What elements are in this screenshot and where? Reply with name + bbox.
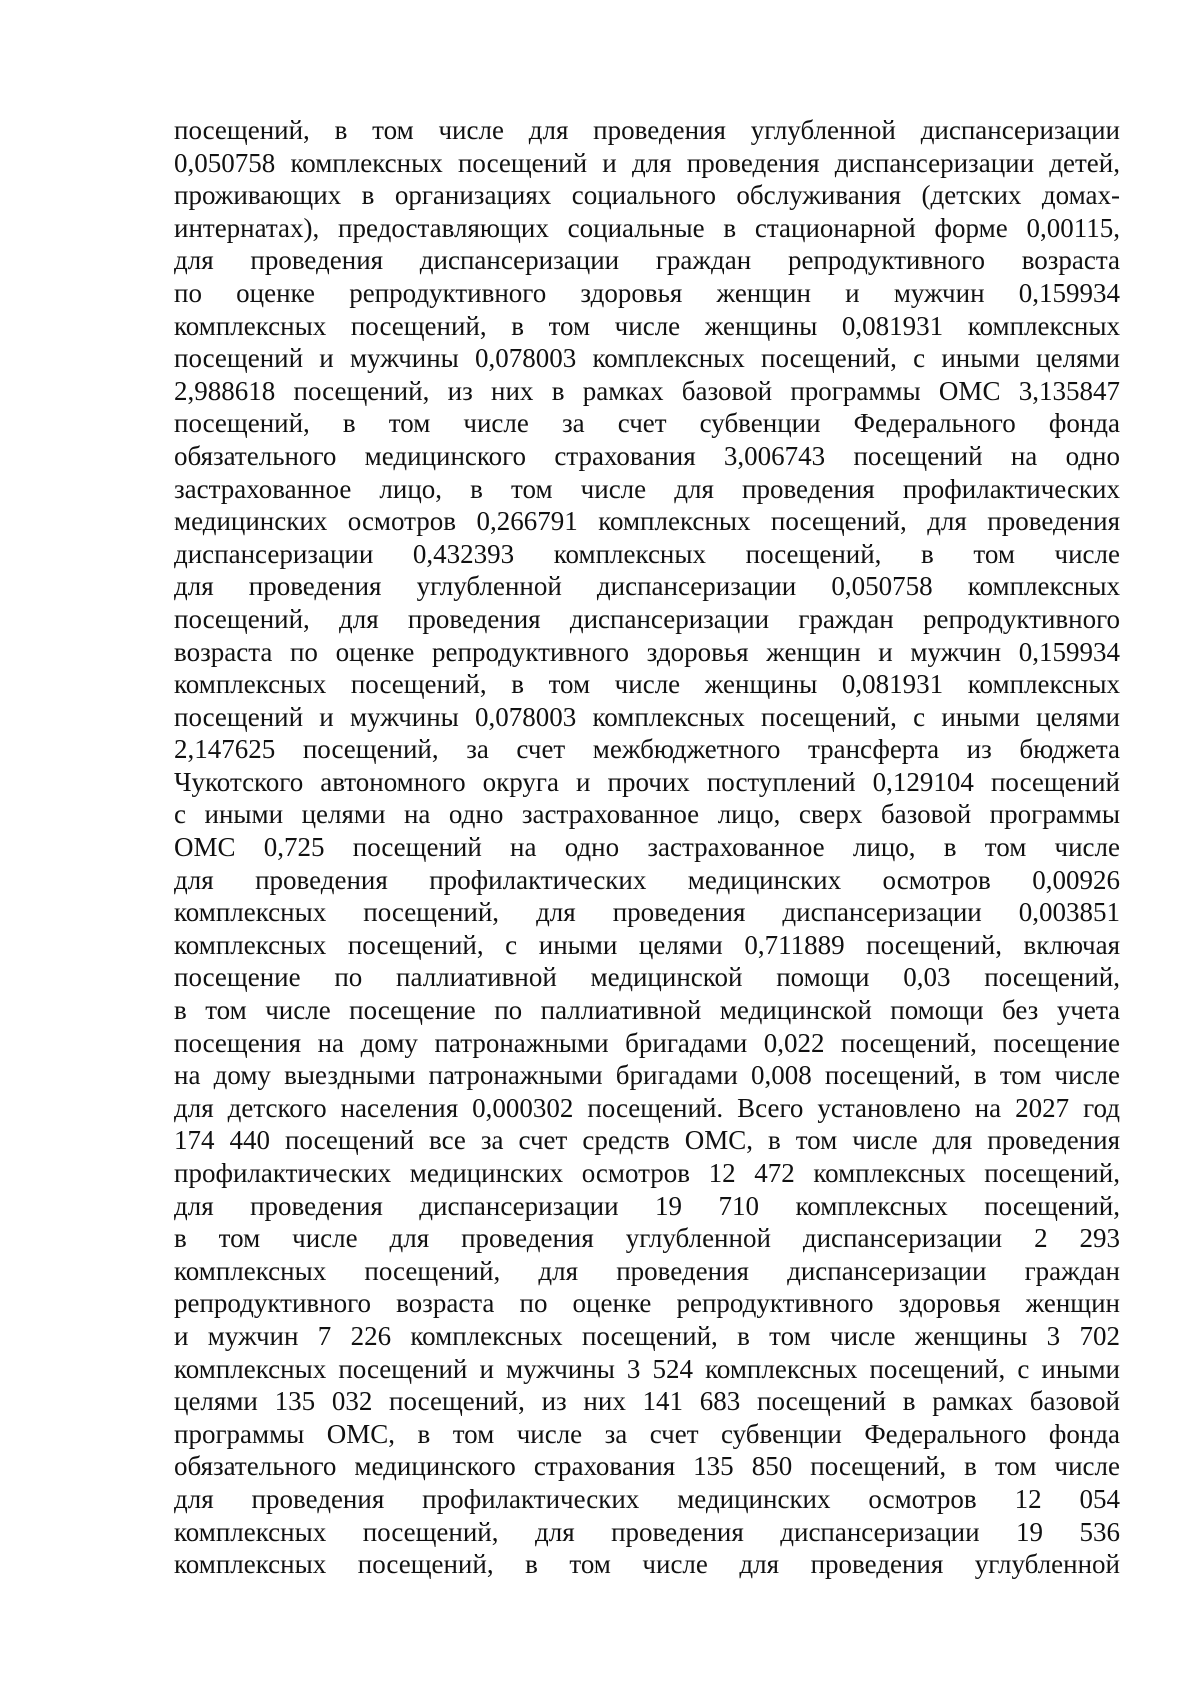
text-line: комплексных посещений, в том числе для проведения углубленной: [174, 1549, 1120, 1580]
text-line: комплексных посещений, с иными целями 0,711889 посещений, включая: [174, 929, 1120, 960]
text-line: репродуктивного возраста по оценке репродуктивного здоровья женщин: [174, 1288, 1120, 1319]
text-line: 174 440 посещений все за счет средств ОМС, в том числе для проведения: [174, 1125, 1120, 1156]
text-line: посещений и мужчины 0,078003 комплексных посещений, с иными целями: [174, 701, 1120, 732]
text-line: с иными целями на одно застрахованное лицо, сверх базовой программы: [174, 799, 1120, 830]
text-line: диспансеризации 0,432393 комплексных посещений, в том числе: [174, 538, 1120, 569]
text-line: интернатах), предоставляющих социальные в стационарной форме 0,00115,: [174, 212, 1120, 243]
text-line: 0,050758 комплексных посещений и для проведения диспансеризации детей,: [174, 147, 1120, 178]
text-line: профилактических медицинских осмотров 12 472 комплексных посещений,: [174, 1158, 1120, 1188]
text-line: посещения на дому патронажными бригадами 0,022 посещений, посещение: [174, 1027, 1120, 1058]
text-line: комплексных посещений, в том числе женщины 0,081931 комплексных: [174, 310, 1120, 341]
text-line: посещение по паллиативной медицинской помощи 0,03 посещений,: [174, 962, 1120, 993]
text-line: на дому выездными патронажными бригадами 0,008 посещений, в том числе: [174, 1060, 1120, 1091]
text-line: ОМС 0,725 посещений на одно застрахованное лицо, в том числе: [174, 832, 1120, 863]
text-line: комплексных посещений, для проведения диспансеризации граждан: [174, 1255, 1120, 1286]
text-line: для проведения профилактических медицинских осмотров 0,00926: [174, 864, 1120, 895]
text-line: обязательного медицинского страхования 135 850 посещений, в том числе: [174, 1451, 1120, 1482]
text-line: 2,147625 посещений, за счет межбюджетного трансферта из бюджета: [174, 734, 1120, 765]
text-line: обязательного медицинского страхования 3,006743 посещений на одно: [174, 440, 1120, 471]
text-line: целями 135 032 посещений, из них 141 683 посещений в рамках базовой: [174, 1386, 1120, 1417]
text-line: и мужчин 7 226 комплексных посещений, в том числе женщины 3 702: [174, 1320, 1120, 1351]
text-line: посещений и мужчины 0,078003 комплексных посещений, с иными целями: [174, 343, 1120, 374]
text-line: для детского населения 0,000302 посещений. Всего установлено на 2027 год: [174, 1092, 1120, 1123]
text-line: медицинских осмотров 0,266791 комплексных посещений, для проведения: [174, 506, 1120, 537]
text-line: в том числе посещение по паллиативной медицинской помощи без учета: [174, 995, 1120, 1026]
text-line: в том числе для проведения углубленной диспансеризации 2 293: [174, 1223, 1120, 1254]
text-line: комплексных посещений, в том числе женщины 0,081931 комплексных: [174, 669, 1120, 700]
text-line: посещений, в том числе за счет субвенции Федерального фонда: [174, 408, 1120, 439]
text-line: возраста по оценке репродуктивного здоровья женщин и мужчин 0,159934: [174, 636, 1120, 667]
text-line: для проведения профилактических медицинских осмотров 12 054: [174, 1483, 1120, 1514]
text-line: программы ОМС, в том числе за счет субвенции Федерального фонда: [174, 1418, 1120, 1449]
text-line: 2,988618 посещений, из них в рамках базовой программы ОМС 3,135847: [174, 375, 1120, 406]
text-line: комплексных посещений, для проведения диспансеризации 0,003851: [174, 897, 1120, 928]
text-line: для проведения углубленной диспансеризации 0,050758 комплексных: [174, 571, 1120, 602]
body-text: [174, 114, 1120, 1581]
text-line: посещений, для проведения диспансеризации граждан репродуктивного: [174, 603, 1120, 634]
text-line: для проведения диспансеризации граждан репродуктивного возраста: [174, 245, 1120, 276]
text-line: по оценке репродуктивного здоровья женщин и мужчин 0,159934: [174, 277, 1120, 308]
text-line: застрахованное лицо, в том числе для проведения профилактических: [174, 473, 1120, 504]
text-line: комплексных посещений и мужчины 3 524 комплексных посещений, с иными: [174, 1353, 1120, 1384]
text-line: проживающих в организациях социального обслуживания (детских домах-: [174, 180, 1120, 211]
text-line: посещений, в том числе для проведения углубленной диспансеризации: [174, 115, 1120, 145]
text-line: комплексных посещений, для проведения диспансеризации 19 536: [174, 1516, 1120, 1547]
text-line: Чукотского автономного округа и прочих поступлений 0,129104 посещений: [174, 766, 1120, 797]
text-line: для проведения диспансеризации 19 710 комплексных посещений,: [174, 1190, 1120, 1221]
